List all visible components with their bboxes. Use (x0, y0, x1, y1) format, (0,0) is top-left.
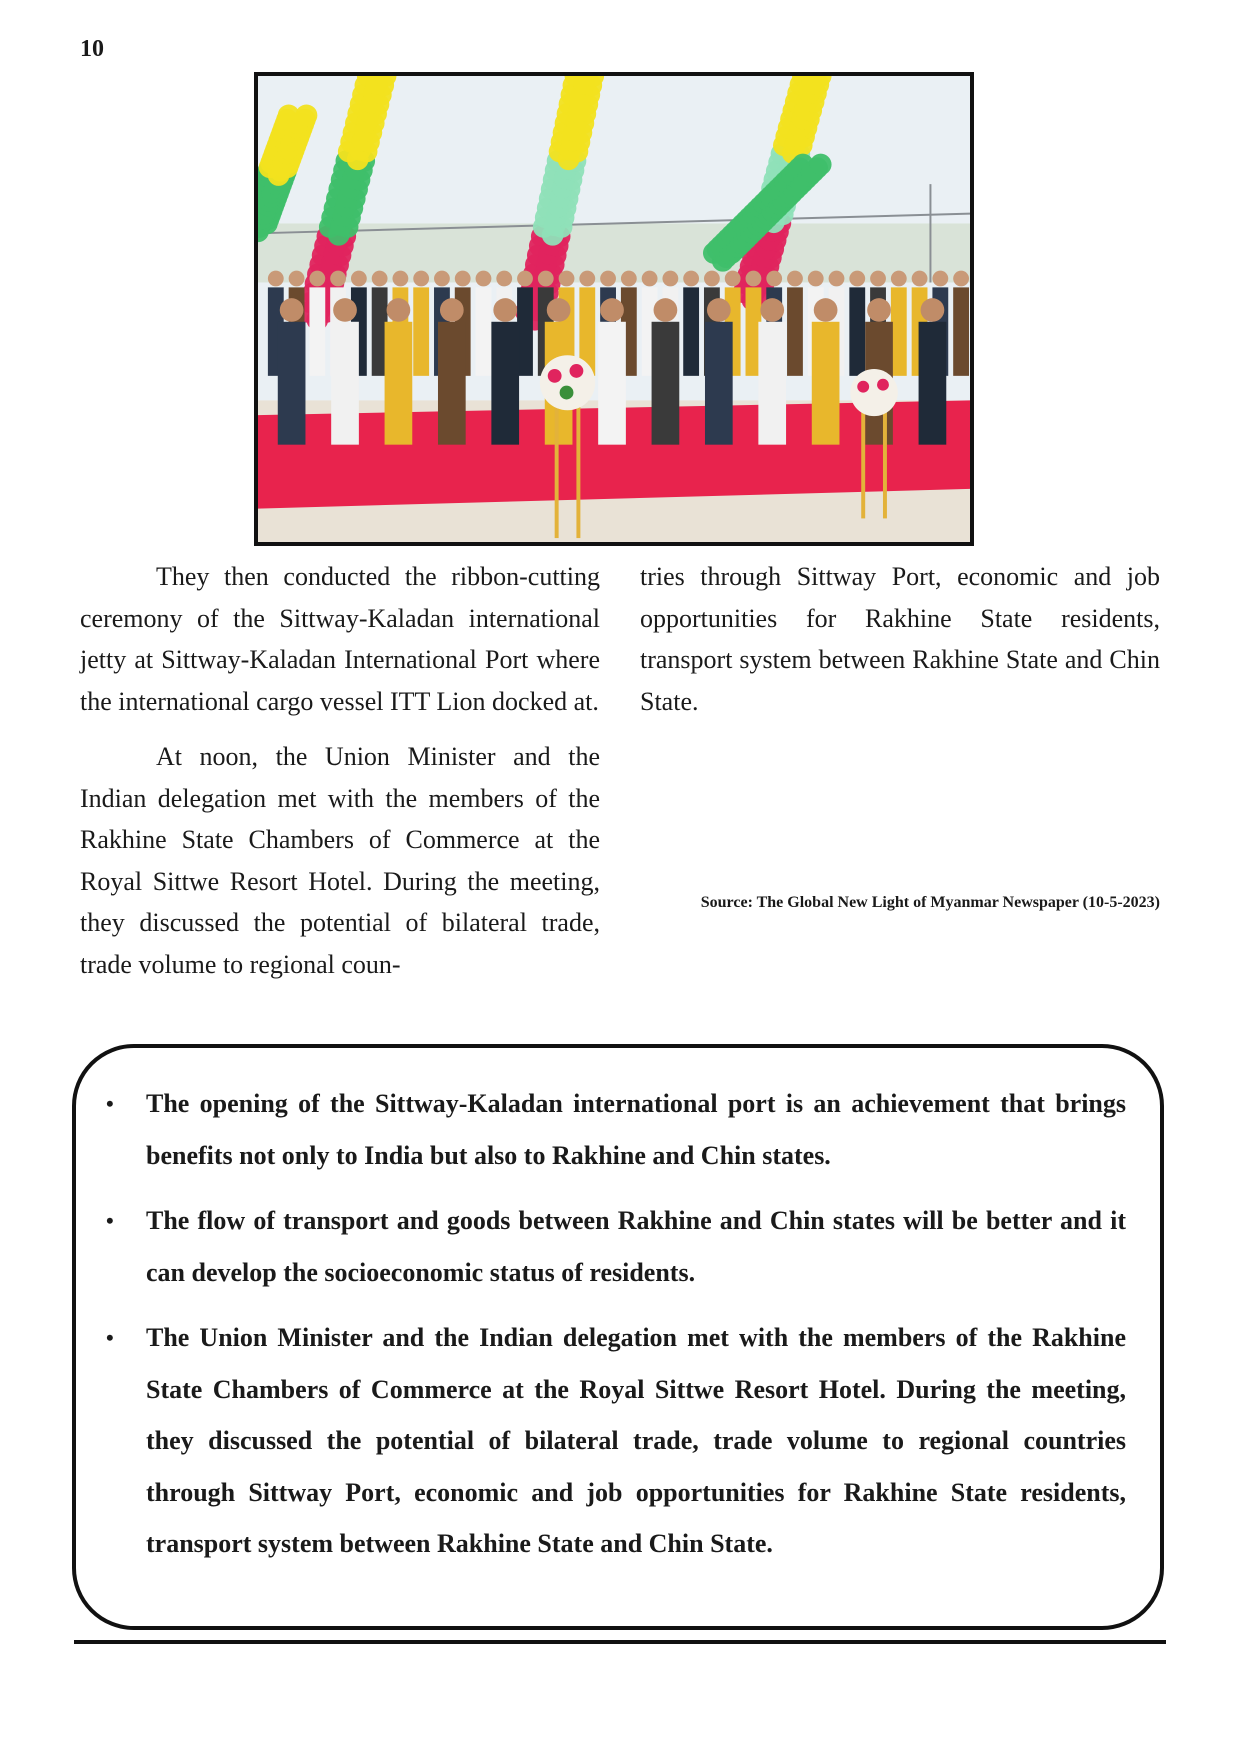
summary-item-text: The opening of the Sittway-Kaladan international port is an achievement that brings benefits not only to India but also to Rakhine and Chin states. (146, 1089, 1126, 1170)
bullet-icon: • (106, 1208, 114, 1233)
article-paragraph: tries through Sittway Port, economic and job opportunities for Rakhine State residents, transport system between Rakhine State and Chin State. (640, 562, 1160, 716)
summary-item-text: The flow of transport and goods between Rakhine and Chin states will be better and it can develop the socioeconomic status of residents. (146, 1206, 1126, 1287)
bullet-icon: • (106, 1091, 114, 1116)
article-right-column (640, 556, 1160, 736)
bullet-icon: • (106, 1325, 114, 1350)
summary-item (106, 1312, 1126, 1570)
article-paragraph: They then conducted the ribbon-cutting ceremony of the Sittway-Kaladan international jetty at Sittway-Kaladan International Port where the international cargo vessel ITT Lion docked at. (80, 562, 600, 716)
ribbon-cutting-photo (254, 72, 974, 546)
photo-illustration (258, 76, 970, 542)
summary-item (106, 1195, 1126, 1298)
source-citation: Source: The Global New Light of Myanmar Newspaper (10-5-2023) (700, 894, 1160, 911)
summary-box (72, 1044, 1164, 1630)
article-paragraph: At noon, the Union Minister and the Indian delegation met with the members of the Rakhine State Chambers of Commerce at the Royal Sittwe Resort Hotel. During the meeting, they discussed the potential of bilateral trade, trade volume to regional coun- (80, 742, 600, 979)
summary-item (106, 1078, 1126, 1181)
article-left-column (80, 556, 600, 999)
bottom-divider (74, 1640, 1166, 1644)
summary-list (76, 1048, 1160, 1570)
page-number: 10 (80, 36, 104, 62)
summary-item-text: The Union Minister and the Indian delegation met with the members of the Rakhine State Chambers of Commerce at the Royal Sittwe Resort Hotel. During the meeting, they discussed the potential of bilateral trade, trade volume to regional countries through Sittway Port, economic and job opportunities for Rakhine State residents, transport system between Rakhine State and Chin State. (146, 1323, 1126, 1558)
